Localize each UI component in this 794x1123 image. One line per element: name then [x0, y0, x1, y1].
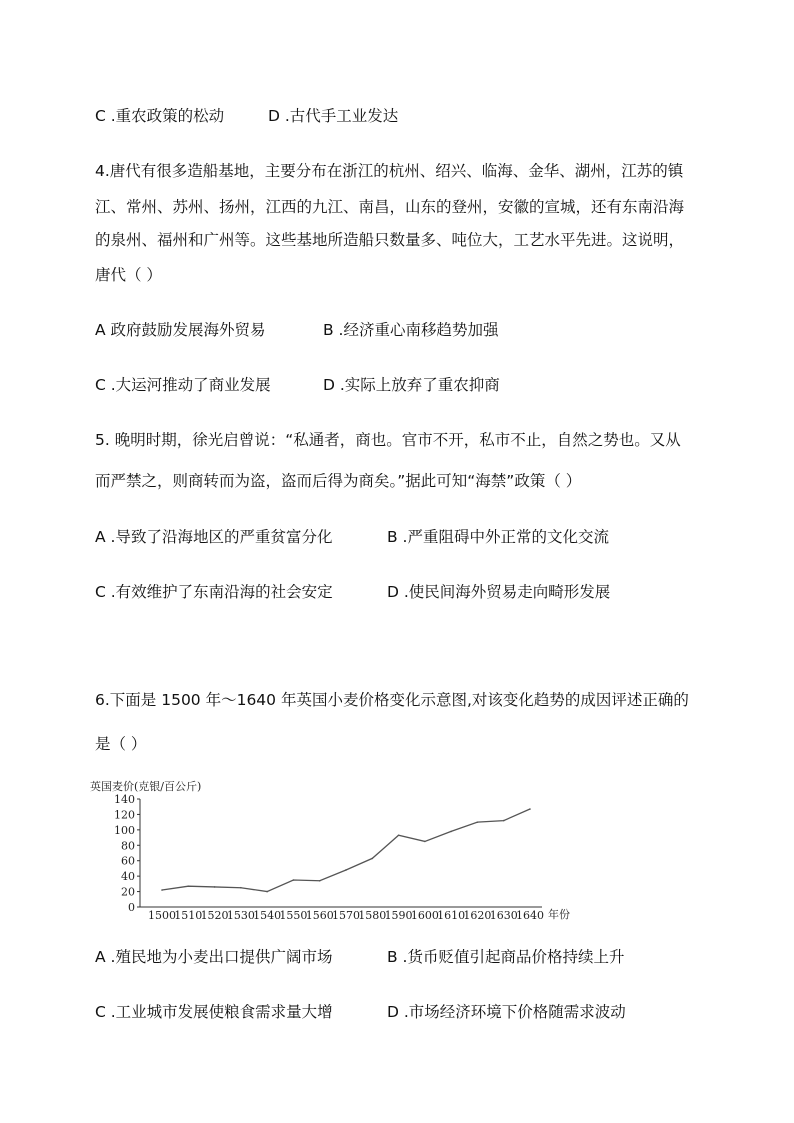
x-tick-label-1510: 1510	[174, 909, 203, 922]
q6-option-d: D .市场经济环境下价格随需求波动	[387, 1003, 626, 1021]
y-tick-label-60: 60	[121, 854, 135, 868]
y-tick-label-100: 100	[114, 823, 135, 837]
x-tick-label-1520: 1520	[200, 909, 229, 922]
q4-line-2: 江、常州、苏州、扬州，江西的九江、南昌，山东的登州，安徽的宣城，还有东南沿海	[95, 198, 685, 216]
data-point-1610	[450, 831, 452, 833]
q3-option-c: C .重农政策的松动	[95, 107, 225, 125]
data-point-1640	[529, 808, 531, 810]
q5-option-c: C .有效维护了东南沿海的社会安定	[95, 583, 333, 601]
q5-line-2: 而严禁之，则商转而为盗，盗而后得为商矣。”据此可知“海禁”政策（ ）	[95, 472, 582, 490]
chart-y-axis-label: 英国麦价(克银/百公斤)	[90, 780, 202, 793]
x-tick-label-1590: 1590	[384, 909, 413, 922]
x-tick-label-1620: 1620	[463, 909, 492, 922]
data-point-1550	[293, 879, 295, 881]
x-tick-label-1610: 1610	[437, 909, 466, 922]
q5-line-1: 5. 晚明时期，徐光启曾说：“私通者，商也。官市不开，私市不止，自然之势也。又从	[95, 431, 681, 449]
x-tick-label-1570: 1570	[332, 909, 360, 922]
y-tick-label-140: 140	[114, 793, 135, 806]
x-tick-label-1540: 1540	[253, 909, 282, 922]
q5-option-b: B .严重阻碍中外正常的文化交流	[387, 528, 609, 546]
y-tick-label-80: 80	[121, 839, 135, 853]
data-point-1590	[398, 834, 400, 836]
q4-option-b: B .经济重心南移趋势加强	[323, 321, 499, 339]
q4-line-1: 4.唐代有很多造船基地，主要分布在浙江的杭州、绍兴、临海、金华、湖州，江苏的镇	[95, 162, 684, 180]
wheat-price-series-line	[162, 809, 530, 892]
y-tick-label-40: 40	[121, 870, 135, 884]
q6-line-2: 是（ ）	[95, 735, 147, 753]
q3-option-d: D .古代手工业发达	[268, 107, 399, 125]
x-tick-label-1600: 1600	[410, 909, 439, 922]
q4-option-d: D .实际上放弃了重农抑商	[323, 376, 500, 394]
data-point-1530	[240, 887, 242, 889]
x-tick-label-1630: 1630	[489, 909, 518, 922]
q6-option-c: C .工业城市发展使粮食需求量大增	[95, 1003, 333, 1021]
q4-line-3: 的泉州、福州和广州等。这些基地所造船只数量多、吨位大，工艺水平先进。这说明，	[95, 231, 685, 249]
q6-option-b: B .货币贬值引起商品价格持续上升	[387, 948, 625, 966]
q5-option-d: D .使民间海外贸易走向畸形发展	[387, 583, 611, 601]
data-point-1600	[424, 841, 426, 843]
wheat-price-line-chart	[90, 776, 590, 926]
data-point-1630	[503, 820, 505, 822]
data-point-1620	[477, 821, 479, 823]
x-tick-label-1580: 1580	[358, 909, 387, 922]
y-tick-label-0: 0	[128, 901, 135, 914]
x-tick-label-1640: 1640	[516, 909, 544, 922]
data-point-1540	[266, 891, 268, 893]
q4-line-4: 唐代（ ）	[95, 266, 162, 284]
q6-option-a: A .殖民地为小麦出口提供广阔市场	[95, 948, 333, 966]
q5-option-a: A .导致了沿海地区的严重贫富分化	[95, 528, 333, 546]
x-tick-label-1550: 1550	[279, 909, 308, 922]
data-point-1500	[161, 889, 163, 891]
x-tick-label-1530: 1530	[226, 909, 255, 922]
q4-option-c: C .大运河推动了商业发展	[95, 376, 271, 394]
x-tick-label-1500: 1500	[148, 909, 176, 922]
x-tick-label-1560: 1560	[305, 909, 334, 922]
data-point-1570	[345, 869, 347, 871]
data-point-1520	[214, 886, 216, 888]
y-tick-label-20: 20	[121, 885, 135, 899]
chart-x-axis-label: 年份	[548, 908, 570, 921]
data-point-1510	[187, 885, 189, 887]
q4-option-a: A 政府鼓励发展海外贸易	[95, 321, 266, 339]
q6-line-1: 6.下面是 1500 年～1640 年英国小麦价格变化示意图,对该变化趋势的成因评述正确的	[95, 691, 689, 709]
y-tick-label-120: 120	[114, 808, 135, 822]
data-point-1560	[319, 880, 321, 882]
data-point-1580	[371, 858, 373, 860]
